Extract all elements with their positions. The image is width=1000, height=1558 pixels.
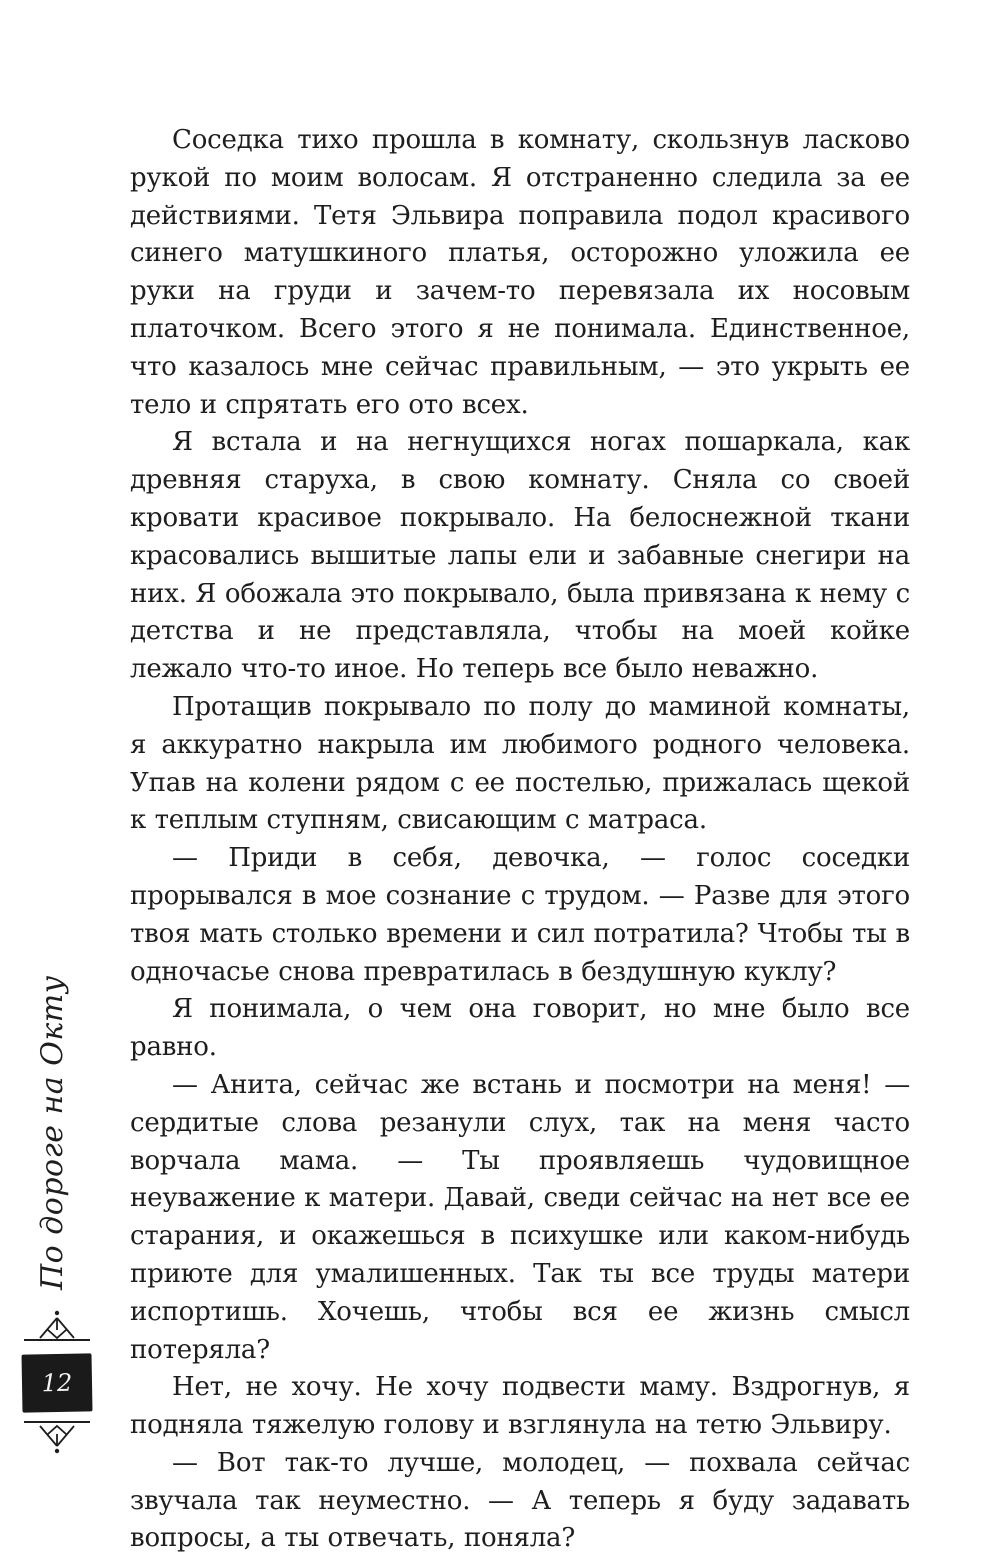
page-number-badge bbox=[21, 1353, 92, 1412]
running-title: По дороге на Окту bbox=[35, 975, 70, 1290]
paragraph: Соседка тихо прошла в комнату, скользнув ласково рукой по моим волосам. Я отстраненно следила за ее действиями. Тетя Эльвира поправила подол красивого синего матушкиного платья, осторожно уложила ее руки на груди и зачем-то перевязала их носовым платочком. Всего этого я не понимала. Единственное, что казалось мне сейчас правильным, — это укрыть ее тело и спрятать его ото всех. bbox=[130, 125, 910, 420]
paragraph: — Анита, сейчас же встань и посмотри на меня! — сердитые слова резанули слух, так на меня часто ворчала мама. — Ты проявляешь чудовищное неуважение к матери. Давай, сведи сейчас на нет все ее старания, и окажешься в психушке или каком-нибудь приюте для умалишенных. Так ты все труды матери испортишь. Хочешь, чтобы вся ее жизнь смысл потеряла? bbox=[130, 1069, 910, 1365]
paragraph: Я понимала, о чем она говорит, но мне было все равно. bbox=[130, 994, 910, 1063]
paragraph: Протащив покрывало по полу до маминой комнаты, я аккуратно накрыла им любимого родного человека. Упав на колени рядом с ее постелью, прижалась щекой к теплым ступням, свисающим с матраса. bbox=[130, 691, 910, 836]
paragraph: — Вот так-то лучше, молодец, — похвала сейчас звучала так неуместно. — А теперь я буду задавать вопросы, а ты отвечать, поняла? bbox=[130, 1447, 910, 1554]
paragraph: Нет, не хочу. Не хочу подвести маму. Вздрогнув, я подняла тяжелую голову и взглянула на тетю Эльвиру. bbox=[130, 1372, 910, 1441]
paragraph: Я встала и на негнущихся ногах пошаркала, как древняя старуха, в свою комнату. Сняла со своей кровати красивое покрывало. На белоснежной ткани красовались вышитые лапы ели и забавные снегири на них. Я обожала это покрывало, была привязана к нему с детства и не представляла, чтобы на моей койке лежало что-то иное. Но теперь все было неважно. bbox=[130, 427, 910, 685]
ornament-bottom-icon bbox=[22, 1418, 92, 1454]
ornament-top-icon bbox=[22, 1310, 92, 1346]
page-number: 12 bbox=[41, 1368, 73, 1398]
paragraph: — Приди в себя, девочка, — голос соседки прорывался в мое сознание с трудом. — Разве для этого твоя мать столько времени и сил потратила? Чтобы ты в одночасье снова превратилась в бездушную куклу? bbox=[130, 843, 910, 987]
main-text bbox=[130, 122, 910, 1558]
